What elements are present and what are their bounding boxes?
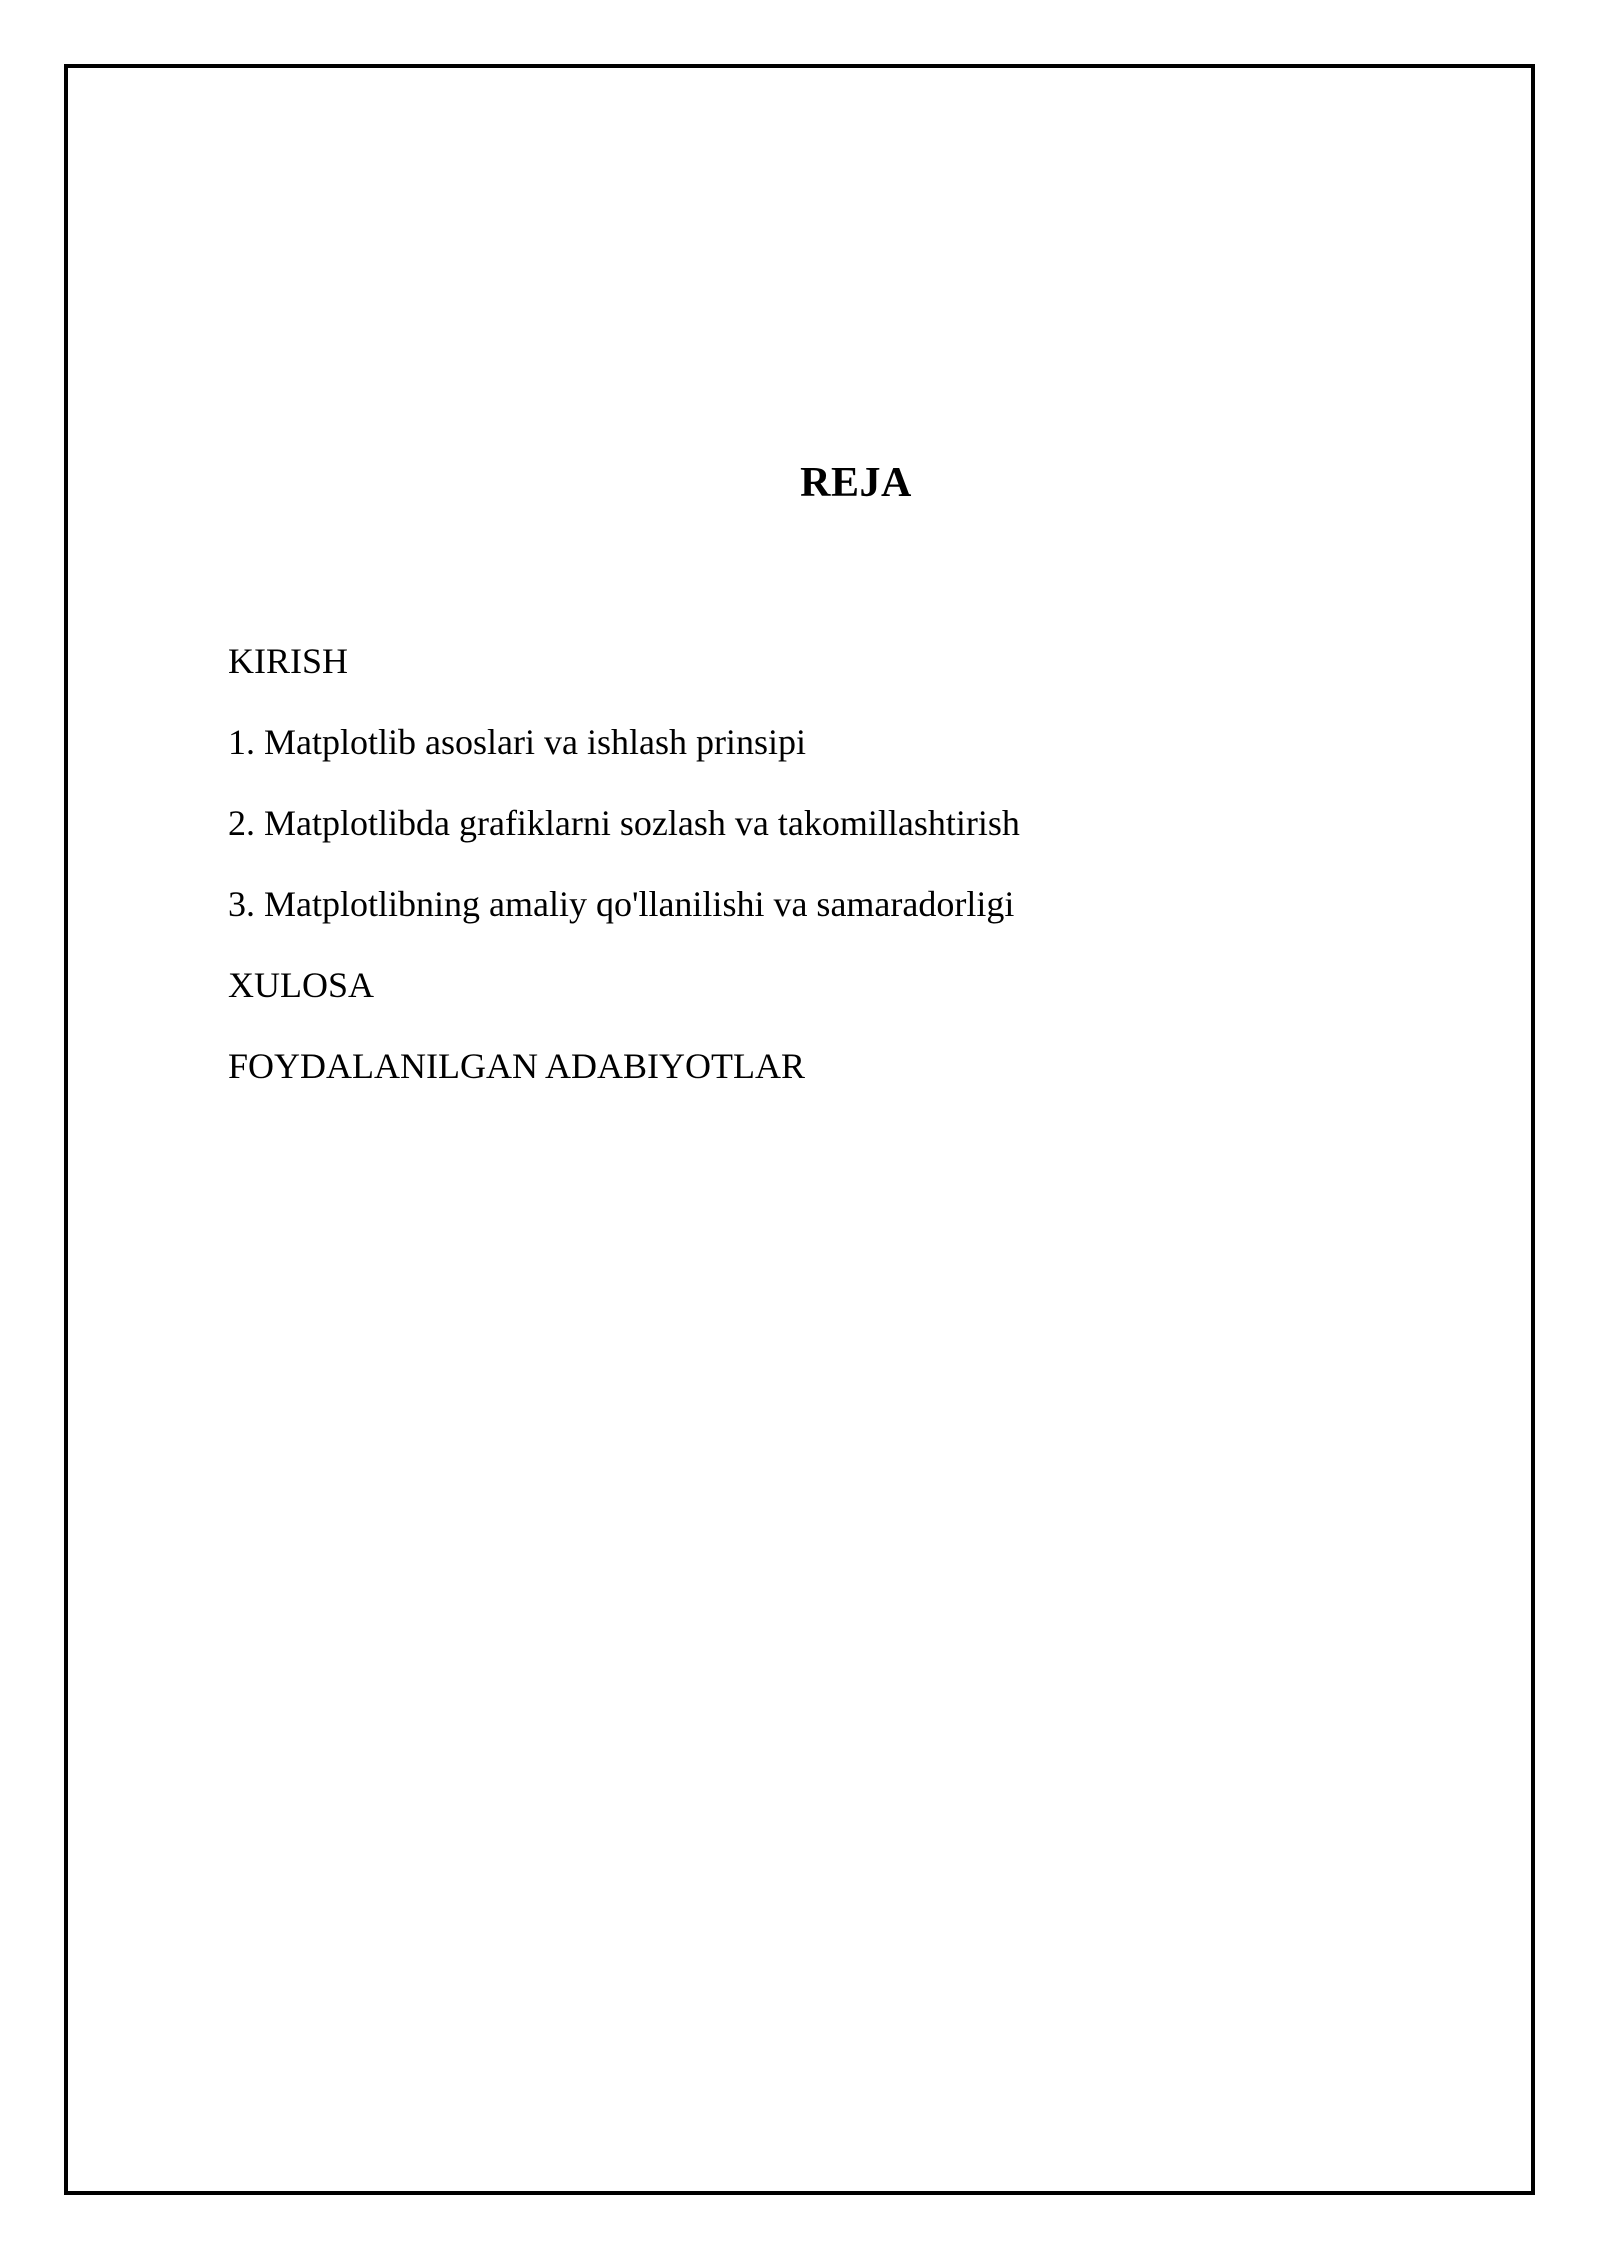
plan-item-introduction: KIRISH	[228, 641, 349, 681]
plan-item-chapter-1: 1. Matplotlib asoslari va ishlash prinsipi	[228, 722, 806, 762]
page-border	[64, 64, 1535, 2195]
plan-item-chapter-2: 2. Matplotlibda grafiklarni sozlash va takomillashtirish	[228, 803, 1020, 843]
plan-item-references: FOYDALANILGAN ADABIYOTLAR	[228, 1046, 805, 1086]
plan-item-conclusion: XULOSA	[228, 965, 375, 1005]
plan-list	[228, 638, 1020, 1124]
plan-item-chapter-3: 3. Matplotlibning amaliy qo'llanilishi va samaradorligi	[228, 884, 1015, 924]
page-title: REJA	[800, 460, 912, 506]
